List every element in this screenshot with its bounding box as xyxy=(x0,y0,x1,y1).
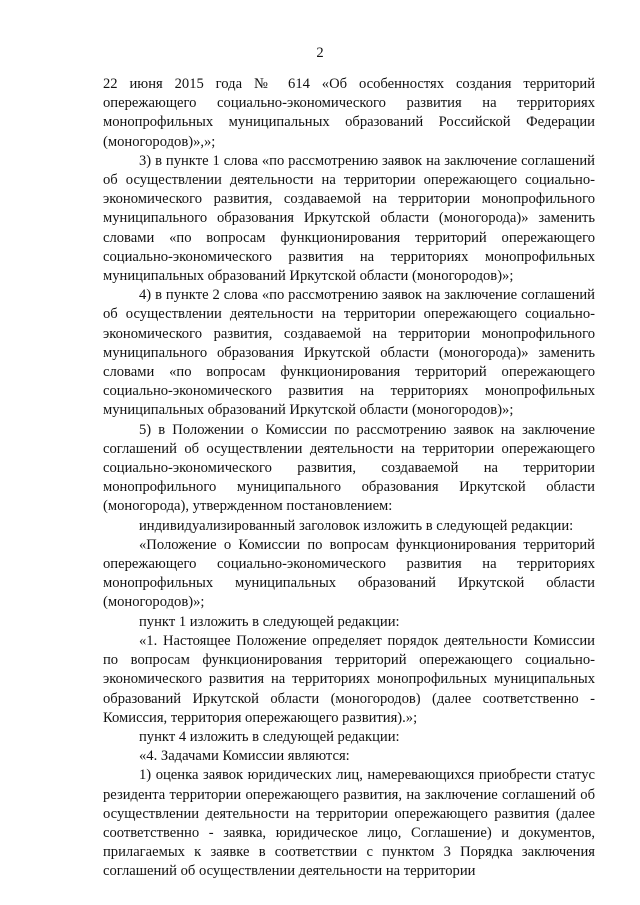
paragraph: «1. Настоящее Положение определяет порядок деятельности Комиссии по вопросам функционирования территорий опережающего социально-экономического развития на территориях монопрофильных муниципальных образований Иркутской области (моногородов) (далее соответственно - Комиссия, территория опережающего развития).»; xyxy=(103,632,595,726)
page-number: 2 xyxy=(316,45,324,61)
paragraph: пункт 1 изложить в следующей редакции: xyxy=(139,613,400,630)
paragraph: «4. Задачами Комиссии являются: xyxy=(139,748,350,765)
paragraph: 4) в пункте 2 слова «по рассмотрению заявок на заключение соглашений об осуществлении деятельности на территории опережающего социально-экономического развития, создаваемой на территории монопрофильного муниципального образования Иркутской области (моногорода)» заменить словами «по вопросам функционирования территорий опережающего социально-экономического развития на территориях монопрофильных муниципальных образований Иркутской области (моногородов)»; xyxy=(103,287,595,419)
paragraph: «Положение о Комиссии по вопросам функционирования территорий опережающего социально-экономического развития на территориях монопрофильных муниципальных образований Иркутской области (моногородов)»; xyxy=(103,536,595,611)
paragraph: пункт 4 изложить в следующей редакции: xyxy=(139,728,400,745)
document-body xyxy=(103,75,595,882)
paragraph: 1) оценка заявок юридических лиц, намеревающихся приобрести статус резидента территории опережающего развития, на заключение соглашений об осуществлении деятельности на территории опережающего развития (далее соответственно - заявка, юридическое лицо, Соглашение) и документов, прилагаемых к заявке в соответствии с пунктом 3 Порядка заключения соглашений об осуществлении деятельности на территории xyxy=(103,767,595,880)
paragraph: 22 июня 2015 года № 614 «Об особенностях создания территорий опережающего социально-экономического развития на территориях монопрофильных муниципальных образований Российской Федерации (моногородов)»,»; xyxy=(103,76,595,150)
paragraph: индивидуализированный заголовок изложить в следующей редакции: xyxy=(139,517,574,534)
paragraph: 5) в Положении о Комиссии по рассмотрению заявок на заключение соглашений об осуществлении деятельности на территории опережающего социально-экономического развития, создаваемой на территории монопрофильного муниципального образования Иркутской области (моногорода), утвержденном постановлением: xyxy=(103,421,595,515)
paragraph: 3) в пункте 1 слова «по рассмотрению заявок на заключение соглашений об осуществлении деятельности на территории опережающего социально-экономического развития, создаваемой на территории монопрофильного муниципального образования Иркутской области (моногорода)» заменить словами «по вопросам функционирования территорий опережающего социально-экономического развития на территориях монопрофильных муниципальных образований Иркутской области (моногородов)»; xyxy=(103,152,595,285)
